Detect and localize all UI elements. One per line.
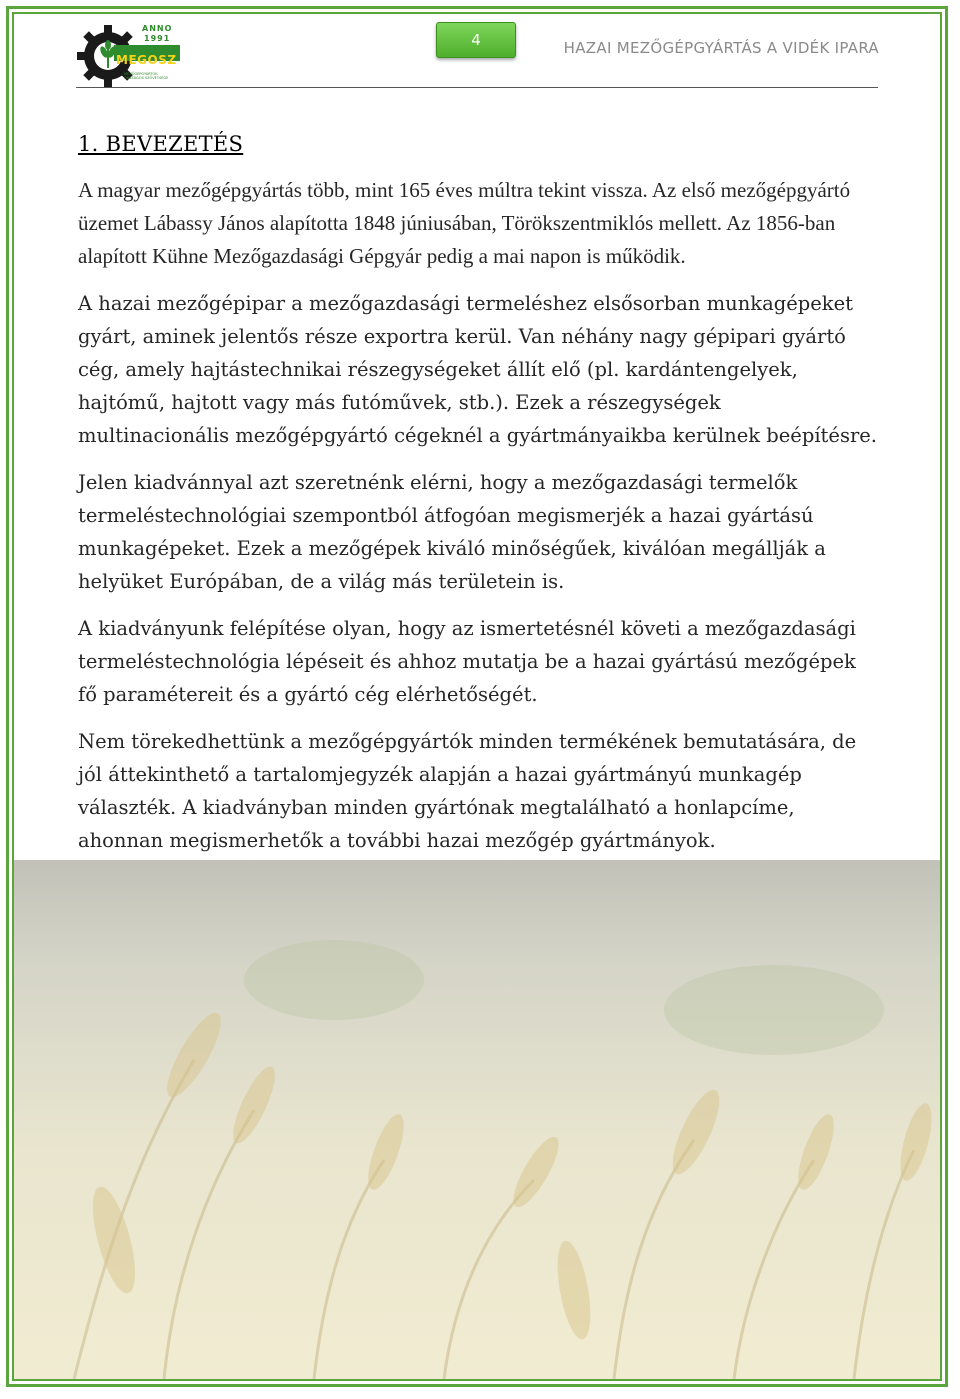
paragraph-2: A hazai mezőgépipar a mezőgazdasági termeléshez elsősorban munkagépeket gyárt, aminek jelentős része exportra kerül. Van néhány nagy gépipari gyártó cég, amely hajtástechnikai részegységeket állít elő (pl. kardántengelyek, hajtómű, hajtott vagy más futóművek, stb.). Ezek a részegységek multinacionális mezőgépgyártó cégeknél a gyártmányaikba kerülnek beépítésre. bbox=[78, 292, 878, 447]
paragraph-3: Jelen kiadvánnyal azt szeretnénk elérni, hogy a mezőgazdasági termelők termeléstechnológiai szempontból átfogóan megismerjék a hazai gyártású munkagépeket. Ezek a mezőgépek kiváló minőségűek, kiválóan megállják a helyüket Európában, de a világ más területein is. bbox=[78, 471, 826, 593]
logo-year: 1991 bbox=[144, 34, 171, 43]
logo-anno: ANNO bbox=[142, 24, 173, 33]
running-title: HAZAI MEZŐGÉPGYÁRTÁS A VIDÉK IPARA bbox=[563, 39, 879, 57]
paragraph-5: Nem törekedhettünk a mezőgépgyártók minden termékének bemutatására, de jól áttekinthető a tartalomjegyzék alapján a hazai gyártmányú munkagép választék. A kiadványban minden gyártónak megtalálható a honlapcíme, ahonnan megismerhetők a további hazai mezőgép gyártmányok. bbox=[78, 730, 857, 852]
paragraph-1: A magyar mezőgépgyártás több, mint 165 éves múltra tekint vissza. Az első mezőgépgyártó üzemet Lábassy János alapította 1848 júniusában, Törökszentmiklós mellett. Az 1856-ban alapított Kühne Mezőgazdasági Gépgyár pedig a mai napon is működik. bbox=[78, 178, 851, 268]
header-divider bbox=[76, 87, 878, 88]
section-heading: 1. BEVEZETÉS bbox=[78, 132, 244, 156]
main-content bbox=[78, 132, 878, 871]
logo-subtitle: MEZŐGÉPGYÁRTÓK ORSZÁGOS SZÖVETSÉGE bbox=[124, 72, 169, 80]
page-header bbox=[76, 14, 878, 88]
paragraph-4: A kiadványunk felépítése olyan, hogy az ismertetésnél követi a mezőgazdasági termeléstechnológia lépéseit és ahhoz mutatja be a hazai gyártású mezőgépek fő paramétereit és a gyártó cég elérhetőségét. bbox=[78, 617, 856, 706]
page-number-tab: 4 bbox=[436, 22, 516, 58]
logo-brand: MEGOSZ bbox=[116, 53, 177, 67]
